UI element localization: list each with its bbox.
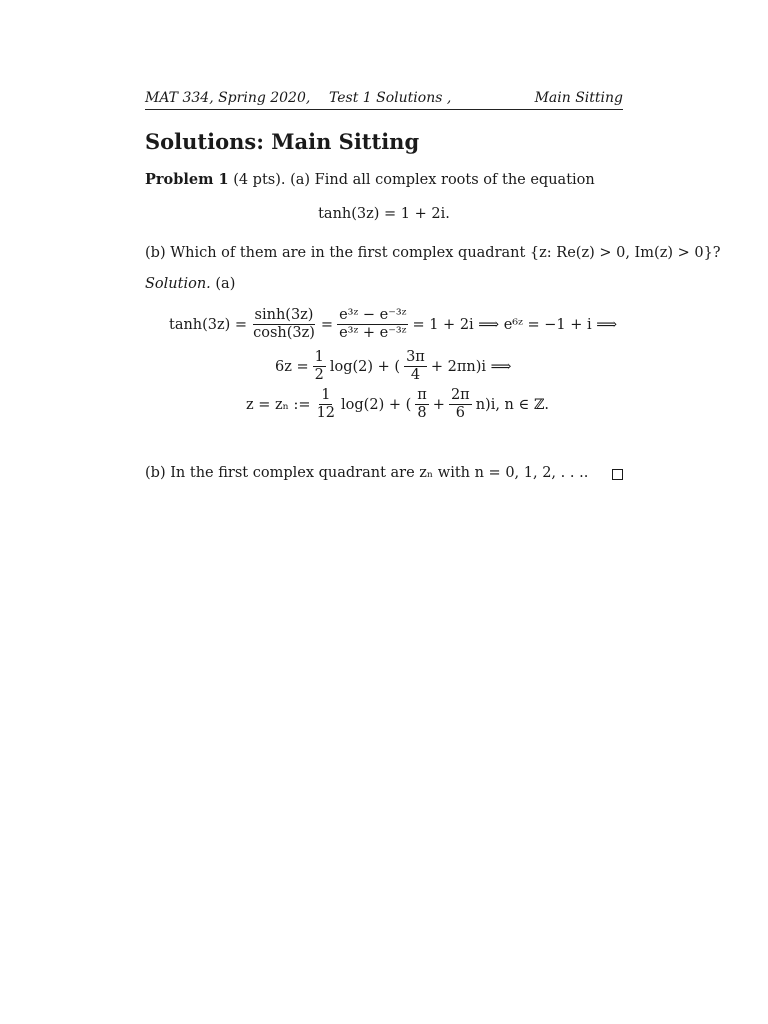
problem-equation: tanh(3z) = 1 + 2i. [318, 206, 450, 222]
solution-line-2 [273, 350, 513, 383]
line3-frac1-numerator: 1 [321, 387, 331, 403]
line1-frac1-numerator: sinh(3z) [254, 307, 314, 323]
problem-statement [145, 171, 595, 188]
line2-frac2-denominator: 4 [410, 367, 421, 383]
line2-frac1-numerator: 1 [314, 349, 324, 365]
solution-part-a-marker: (a) [215, 276, 236, 292]
line2-frac1-denominator: 2 [314, 367, 324, 383]
solution-label: Solution. [145, 276, 211, 292]
solution-heading [145, 276, 235, 292]
line1-frac1-denominator: cosh(3z) [253, 325, 315, 341]
solution-line-1 [167, 308, 619, 341]
line1-frac2-denominator: e³ᶻ + e⁻³ᶻ [339, 325, 407, 341]
line3-fraction-two-pi-six [449, 388, 472, 421]
page-title: Solutions: Main Sitting [145, 129, 420, 154]
line3-rest: n)i, n ∈ ℤ. [475, 396, 550, 413]
line3-frac1-denominator: 12 [316, 405, 336, 421]
line2-mid: log(2) + ( [329, 358, 401, 375]
line3-frac2-denominator: 8 [417, 405, 427, 421]
line2-rest: + 2πn)i ⟹ [430, 358, 512, 375]
line1-rest: = 1 + 2i ⟹ e⁶ᶻ = −1 + i ⟹ [412, 316, 618, 333]
problem-label: Problem 1 [145, 171, 229, 188]
line1-equals: = [320, 316, 334, 333]
problem-points: (4 pts). [233, 172, 286, 188]
line3-plus: + [432, 396, 445, 413]
line3-lhs: z = zₙ := [246, 396, 311, 413]
line1-frac2-numerator: e³ᶻ − e⁻³ᶻ [339, 307, 407, 323]
line2-fraction-three-pi-four [404, 350, 427, 383]
solution-line-3 [244, 388, 551, 421]
problem-part-a: (a) Find all complex roots of the equation [290, 172, 595, 188]
line2-fraction-half [313, 350, 326, 383]
line1-fraction-exponentials [337, 308, 408, 341]
running-header [145, 89, 623, 110]
solution-part-b: (b) In the first complex quadrant are zₙ with n = 0, 1, 2, . . .. [145, 465, 589, 481]
line2-frac2-numerator: 3π [406, 349, 425, 365]
line1-fraction-sinh-cosh [251, 308, 317, 341]
header-course: MAT 334, Spring 2020, [145, 90, 311, 106]
line3-fraction-pi-eight [415, 388, 429, 421]
line3-fraction-twelfth [315, 388, 337, 421]
header-test: Test 1 Solutions , [329, 90, 452, 106]
line3-frac3-denominator: 6 [455, 405, 465, 421]
qed-box-icon [612, 469, 623, 480]
header-sitting: Main Sitting [534, 90, 623, 106]
line2-lhs: 6z = [275, 358, 309, 375]
line3-frac3-numerator: 2π [450, 387, 470, 403]
line1-lhs: tanh(3z) = [169, 316, 248, 333]
problem-part-b: (b) Which of them are in the first complex quadrant {z: Re(z) > 0, Im(z) > 0}? [145, 245, 721, 261]
line3-frac2-numerator: π [417, 387, 427, 403]
line3-mid: log(2) + ( [341, 396, 412, 413]
